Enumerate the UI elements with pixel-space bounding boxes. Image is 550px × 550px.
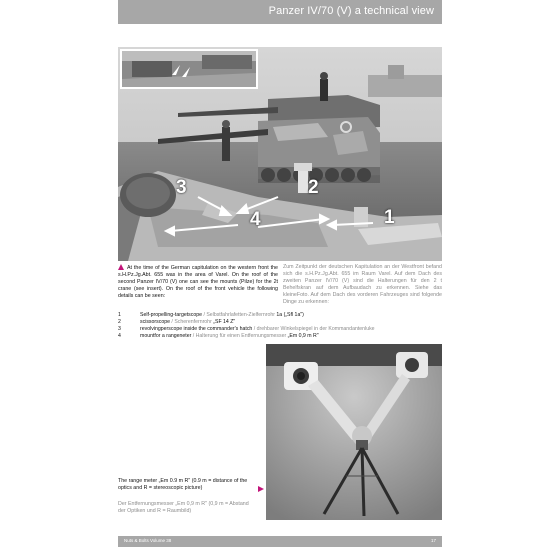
legend-german: drehbarer Winkelspiegel in der Kommandantenluke <box>256 326 375 332</box>
legend-designation: „Em 0,9 m R" <box>286 333 319 339</box>
caption-pointer-icon <box>118 264 124 270</box>
legend-separator: / <box>191 333 196 339</box>
legend-english: revolvingperscope inside the commander's hatch <box>140 326 253 332</box>
legend-designation: 1a („Sfl 1a") <box>274 312 304 318</box>
legend-row <box>118 319 442 326</box>
photo-label-2: 2 <box>308 177 319 198</box>
legend-row <box>118 326 442 333</box>
legend-designation: „SF 14 Z" <box>211 319 236 325</box>
caption-pointer-right-icon <box>258 486 264 492</box>
photo-label-4: 4 <box>250 209 261 230</box>
header-bar <box>118 0 442 24</box>
caption-english-text: At the time of the German capitulation on the western front the s.H.Pz.Jg.Abt. 655 was in the area of Varel. On the roof of the second Panzer IV/70 (V) one can see the mounts (Pilze) for the 2t crane (see insert). On the roof of the front vehicle the following details can be seen: <box>118 265 278 300</box>
crane-mount-inset-photo <box>120 49 258 89</box>
range-meter-photo-image <box>266 344 442 520</box>
range-meter-photo <box>266 344 442 520</box>
caption-english <box>118 264 278 300</box>
detail-legend <box>118 312 442 340</box>
page-number: 17 <box>430 538 436 543</box>
legend-separator: / <box>169 319 175 325</box>
page-title: Panzer IV/70 (V) a technical view <box>268 5 434 17</box>
legend-english: mountfor a rangeneter <box>140 333 192 339</box>
caption-german: Zum Zeitpunkt der deutschen Kapitulation an der Westfront befand sich die s.H.Pz.Jg.Abt. 655 im Raum Varel. Auf dem Dach des zweiten Panzer IV/70 (V) sind die Halterungen für den 2 t Behelfskran auf dem Aufbaudach zu erkennen. Siehe das kleineFoto. Auf dem Dach des vorderen Fahrzeuges sind folgende Dinge zu erkennen: <box>283 264 442 306</box>
range-meter-caption-german: Der Entfernungsmesser „Em 0,9 m R" (0,9 m = Abstand der Optiken und R = Raumbild) <box>118 501 249 514</box>
photo-label-3: 3 <box>176 177 187 198</box>
legend-number: 4 <box>118 333 121 339</box>
legend-german: Selbstfahrlafetten-Zielfernrohr <box>206 312 275 318</box>
legend-number: 1 <box>118 312 121 318</box>
legend-german: Halterung für einen Entfernungsmesser <box>195 333 287 339</box>
legend-number: 3 <box>118 326 121 332</box>
legend-english: Self-propelling-targetscope <box>140 312 202 318</box>
legend-row <box>118 333 442 340</box>
legend-separator: / <box>252 326 257 332</box>
tank-column-photo <box>118 47 442 261</box>
footer-publication: Nuts & Bolts Volume 38 <box>124 538 172 543</box>
legend-separator: / <box>202 312 207 318</box>
legend-english: scissorscope <box>140 319 170 325</box>
legend-german: Scherenfernrohr <box>174 319 212 325</box>
page <box>118 0 442 550</box>
legend-number: 2 <box>118 319 121 325</box>
footer-bar <box>118 536 442 547</box>
crane-mount-inset-image <box>122 51 256 87</box>
photo-label-1: 1 <box>384 207 395 228</box>
legend-row <box>118 312 442 319</box>
range-meter-caption-english: The range meter „Em 0.9 m R" (0.9 m = distance of the optics and R = stereoscopic picture) <box>118 478 248 491</box>
